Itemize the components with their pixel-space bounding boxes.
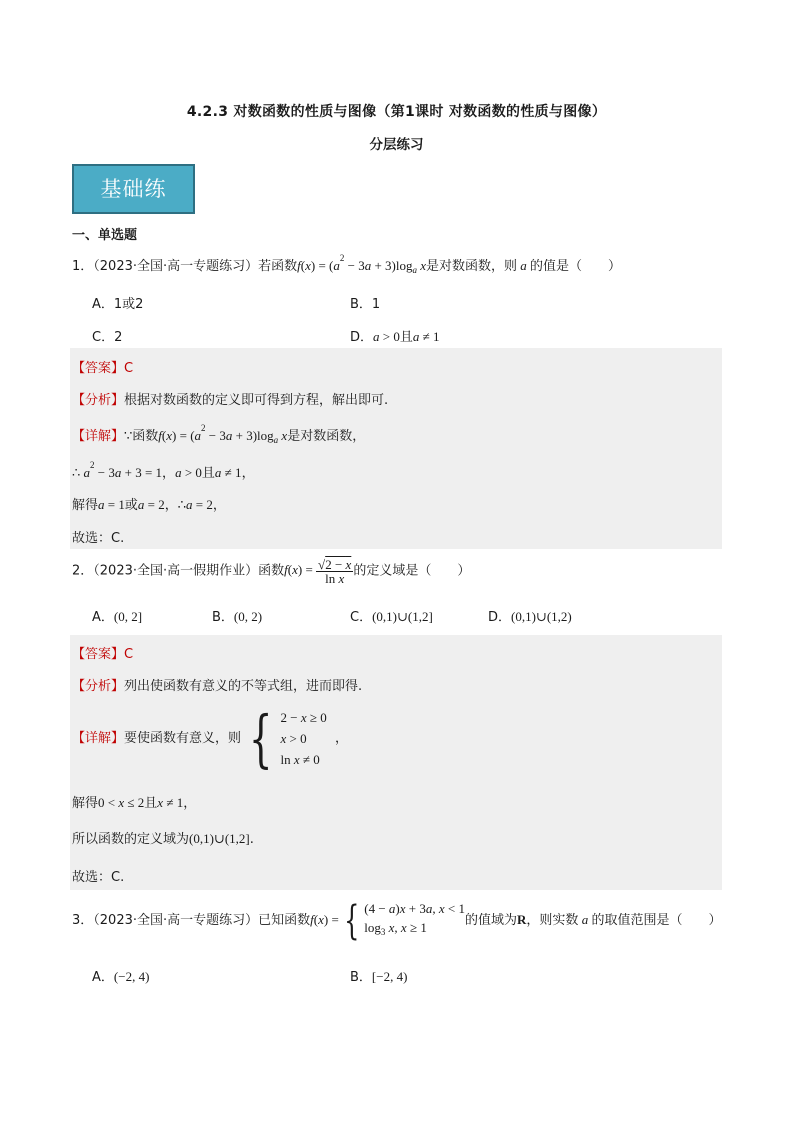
- question-3: 3．（2023·全国·高一专题练习）已知函数f(x) = { (4 − a)x + 3a, x < 1 $\log_3 x$, x ≥ 1 的值域为R，则实数 a 的取值范围是（ ）: [72, 897, 722, 944]
- q1-answer-label: 【答案】: [72, 361, 125, 376]
- q1-detail-1b: 是对数函数，: [287, 429, 366, 444]
- q1-answer-value: C: [124, 361, 134, 376]
- q2-choose: 故选：C.: [72, 870, 125, 885]
- q1-analysis: [72, 389, 388, 408]
- question-2-prefix: 2．（2023·全国·高一假期作业）函数: [72, 563, 285, 579]
- question-3-suffix: 的值域为: [465, 913, 518, 928]
- q1-answer-box: [70, 348, 722, 549]
- q2-analysis-text: 列出使函数有意义的不等式组，进而即得.: [124, 679, 363, 694]
- q1-detail-line-2: ∴ $a^2 - 3a + 3 = 1$，a > 0且a ≠ 1，: [72, 460, 255, 481]
- q2-domain-text: 所以函数的定义域为: [72, 832, 190, 847]
- question-1-prefix: 1．（2023·全国·高一专题练习）若函数: [72, 259, 298, 274]
- q1-option-b[interactable]: B．1: [350, 297, 381, 312]
- q1-answer: [72, 357, 133, 376]
- q1-option-a[interactable]: A．1或2: [92, 297, 144, 312]
- q1-analysis-text: 根据对数函数的定义即可得到方程，解出即可.: [124, 393, 389, 408]
- q1-option-d-mid: 且: [399, 330, 413, 345]
- q1-detail-3a: 解得: [72, 498, 99, 513]
- q3-option-b-label: B．: [350, 970, 372, 985]
- question-3-suffix2: ，则实数: [526, 913, 579, 928]
- q2-detail: 【详解】要使函数有意义，则 { 2 − x ≥ 0 x > 0 ln x ≠ 0 ，: [72, 701, 349, 775]
- q2-option-c[interactable]: C．(0,1)∪(1,2]: [350, 609, 433, 625]
- question-3-suffix3: 的取值范围是（ ）: [591, 913, 722, 928]
- q1-detail-2-mid: 且: [201, 466, 215, 481]
- page-title: 4.2.3 对数函数的性质与图像（第1课时 对数函数的性质与图像）: [186, 104, 607, 120]
- q2-analysis-label: 【分析】: [72, 679, 125, 694]
- question-1-suffix2: 的值是（ ）: [530, 259, 622, 274]
- q1-detail-3c: ，∴: [164, 498, 186, 513]
- q2-solve-b: 且: [144, 796, 158, 811]
- q3-option-a[interactable]: A．(−2, 4): [92, 969, 150, 985]
- q2-analysis: [72, 675, 362, 694]
- q1-detail-label: 【详解】: [72, 429, 125, 444]
- q2-detail-text: 要使函数有意义，则: [124, 731, 242, 746]
- question-1-suffix: 是对数函数，则: [426, 259, 518, 274]
- q2-answer-label: 【答案】: [72, 647, 125, 662]
- q2-option-b-label: B．: [212, 610, 234, 625]
- q1-option-d[interactable]: D．a > 0且a ≠ 1: [350, 329, 440, 345]
- q1-option-c[interactable]: C．2: [92, 330, 123, 345]
- q2-answer: [72, 643, 133, 662]
- section-badge: 基础练: [72, 164, 195, 214]
- q2-solve: 解得0 < x ≤ 2且x ≠ 1，: [72, 795, 197, 811]
- q1-detail-1a: ∵函数: [124, 429, 159, 444]
- q2-option-c-label: C．: [350, 610, 373, 625]
- question-1-formula: $f(x) = (a^2 - 3a + 3)\log_a$ x: [297, 253, 427, 275]
- q2-option-a-label: A．: [92, 610, 114, 625]
- q1-option-d-prefix: D．: [350, 330, 374, 345]
- q2-option-d-label: D．: [488, 610, 512, 625]
- q1-choose: 故选：C.: [72, 531, 125, 546]
- q3-option-b[interactable]: B．[−2, 4): [350, 969, 408, 985]
- q2-domain: 所以函数的定义域为(0,1)∪(1,2].: [72, 831, 254, 847]
- q1-detail-line-3: 解得a = 1或a = 2，∴a = 2，: [72, 497, 226, 513]
- question-2: 2．（2023·全国·高一假期作业）函数f(x) = $\frac{√2 - x}{\text{ln x}}$ 的定义域是（ ）: [72, 557, 471, 586]
- q3-option-a-label: A．: [92, 970, 114, 985]
- question-2-suffix: 的定义域是（ ）: [353, 563, 471, 579]
- section-heading: 一、单选题: [72, 228, 138, 243]
- q2-solve-a: 解得: [72, 796, 99, 811]
- q1-detail-3b: 或: [124, 498, 138, 513]
- q2-detail-label: 【详解】: [72, 731, 125, 746]
- question-1: 1．（2023·全国·高一专题练习）若函数$f(x) = (a^2 - 3a + 3)\log_a$ x是对数函数，则 a 的值是（ ）: [72, 253, 622, 275]
- q2-option-b[interactable]: B．(0, 2): [212, 609, 263, 625]
- q2-option-a[interactable]: A．(0, 2]: [92, 609, 143, 625]
- question-3-prefix: 3．（2023·全国·高一专题练习）已知函数: [72, 913, 311, 928]
- q2-option-d[interactable]: D．(0,1)∪(1,2): [488, 609, 572, 625]
- q1-analysis-label: 【分析】: [72, 393, 125, 408]
- q1-detail: 【详解】∵函数$f(x) = (a^2 - 3a + 3)\log_a$ x是对数函数，: [72, 423, 366, 445]
- page-subtitle: 分层练习: [369, 137, 424, 153]
- q2-answer-value: C: [124, 647, 134, 662]
